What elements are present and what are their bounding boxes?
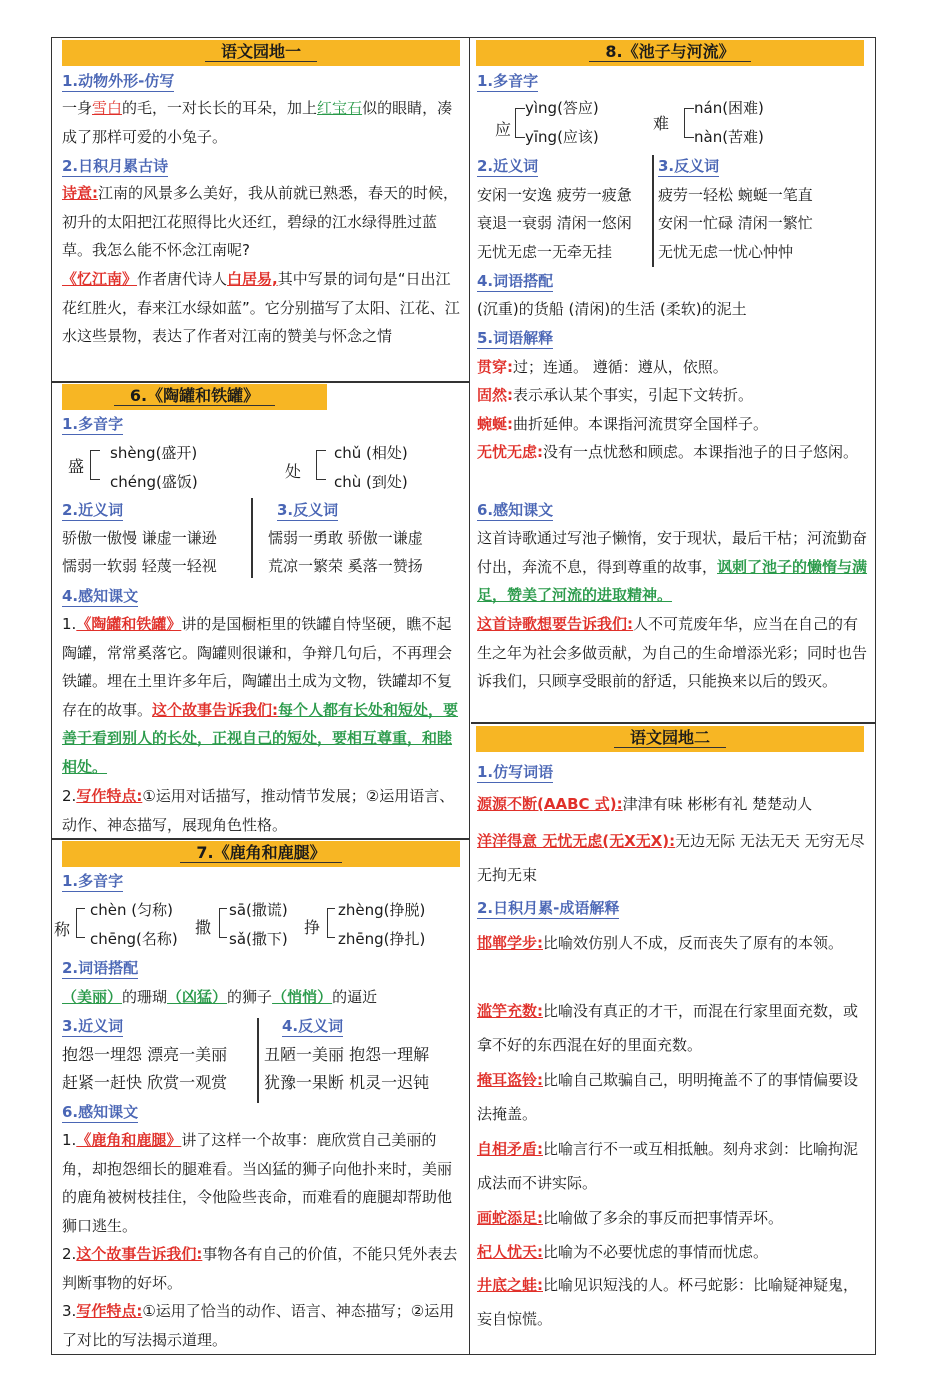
synonym-row: 抱怨一埋怨 漂亮一美丽: [62, 1045, 228, 1064]
brace: [515, 108, 525, 138]
subheading: 6.感知课文: [62, 1103, 139, 1121]
polyphone-char: 处: [285, 462, 302, 481]
right-column: [471, 38, 875, 1354]
divider: [257, 1018, 259, 1103]
reading: yīng(应该): [525, 128, 599, 146]
reading: chǔ (相处): [334, 444, 408, 462]
reading: shèng(盛开): [110, 444, 198, 462]
collocation-row: （美丽）的珊瑚（凶猛）的狮子（悄悄）的逼近: [62, 988, 378, 1006]
divider: [52, 838, 470, 840]
antonym-row: 荒凉一繁荣 奚落一赞扬: [268, 557, 423, 575]
paragraph-story: 这首诗歌通过写池子懒惰，安于现状，最后干枯；河流勤奋付出，奔流不息，得到尊重的故事，讽刺了池子的懒惰与满足，赞美了河流的进取精神。: [477, 529, 868, 604]
brace: [90, 450, 100, 480]
section-banner-yuwen-1: 语文园地一: [62, 40, 460, 66]
subheading: 1.多音字: [62, 415, 124, 433]
reading: chēng(名称): [90, 930, 178, 948]
subheading: 2.词语搭配: [62, 959, 139, 977]
reading: chéng(盛饭): [110, 473, 198, 491]
idiom-row: 掩耳盗铃:比喻自己欺骗自己，明明掩盖不了的事情偏要设法掩盖。: [477, 1071, 859, 1123]
subheading: 3.反义词: [277, 501, 339, 519]
collocation-row: (沉重)的货船 (清闲)的生活 (柔软)的泥土: [477, 300, 747, 318]
polyphone-char: 盛: [68, 457, 85, 476]
synonym-row: 无忧无虑一无牵无挂: [477, 243, 613, 261]
section-banner-lesson-7: 7.《鹿角和鹿腿》: [62, 841, 460, 867]
paragraph-lesson: 2.这个故事告诉我们:事物各有自己的价值，不能只凭外表去判断事物的好坏。: [62, 1245, 458, 1292]
divider: [251, 498, 253, 578]
polyphone-char: 称: [54, 920, 71, 939]
subheading: 1.多音字: [62, 872, 124, 890]
reading: chù (到处): [334, 473, 408, 491]
polyphone-char: 撒: [195, 918, 212, 937]
reading: sā(撒谎): [229, 901, 288, 919]
antonym-row: 安闲一忙碌 清闲一繁忙: [658, 214, 813, 232]
subheading: 2.近义词: [477, 157, 539, 175]
reading: sǎ(撒下): [229, 930, 288, 948]
antonym-row: 疲劳一轻松 蜿蜒一笔直: [658, 186, 813, 204]
reading: zhēng(挣扎): [338, 930, 426, 948]
divider: [471, 722, 875, 724]
subheading: 2.近义词: [62, 501, 124, 519]
polyphone-char: 难: [653, 114, 670, 133]
study-sheet: [51, 37, 876, 1355]
definition-row: 蜿蜒:曲折延伸。本课指河流贯穿全国样子。: [477, 415, 769, 433]
idiom-row: 自相矛盾:比喻言行不一或互相抵触。刻舟求剑：比喻拘泥成法而不讲实际。: [477, 1140, 859, 1192]
imitation-row: 源源不断(AABC 式):津津有味 彬彬有礼 楚楚动人: [477, 795, 813, 813]
subheading: 1.动物外形-仿写: [62, 72, 175, 90]
paragraph-poem-note: 《忆江南》作者唐代诗人白居易,其中写景的词句是“日出江花红胜火，春来江水绿如蓝”。它分别描写了太阳、江花、江水这些景物，表达了作者对江南的赞美与怀念之情: [62, 270, 460, 345]
subheading: 6.感知课文: [477, 501, 554, 519]
subheading: 4.词语搭配: [477, 272, 554, 290]
reading: chèn (匀称): [90, 901, 173, 919]
synonym-row: 赶紧一赶快 欣赏一观赏: [62, 1073, 228, 1092]
antonym-row: 无忧无虑一忧心忡忡: [658, 243, 794, 261]
synonym-row: 懦弱一软弱 轻蔑一轻视: [62, 557, 217, 575]
left-column: [52, 38, 470, 1354]
paragraph-writing: 2.写作特点:①运用对话描写，推动情节发展；②运用语言、动作、神态描写，展现角色性格。: [62, 787, 455, 834]
antonym-row: 丑陋一美丽 抱怨一理解: [264, 1045, 430, 1064]
section-banner-lesson-6: 6.《陶罐和铁罐》: [62, 384, 327, 410]
polyphone-char: 应: [495, 120, 512, 139]
brace: [219, 908, 227, 938]
subheading: 4.感知课文: [62, 587, 139, 605]
idiom-row: 滥竽充数:比喻没有真正的才干，而混在行家里面充数，或拿不好的东西混在好的里面充数。: [477, 1002, 859, 1054]
antonym-row: 犹豫一果断 机灵一迟钝: [264, 1073, 430, 1092]
divider: [652, 155, 654, 267]
divider: [52, 381, 470, 383]
definition-row: 贯穿:过；连通。 遵循：遵从，依照。: [477, 358, 728, 376]
synonym-row: 衰退一衰弱 清闲一悠闲: [477, 214, 632, 232]
idiom-row: 画蛇添足:比喻做了多余的事反而把事情弄坏。: [477, 1209, 784, 1227]
subheading: 1.仿写词语: [477, 763, 554, 781]
reading: zhèng(挣脱): [338, 901, 426, 919]
subheading: 2.日积月累-成语解释: [477, 899, 620, 917]
subheading: 5.词语解释: [477, 329, 554, 347]
brace: [76, 908, 85, 938]
idiom-row: 邯郸学步:比喻效仿别人不成，反而丧失了原有的本领。: [477, 934, 844, 952]
paragraph-poem-meaning: 诗意:江南的风景多么美好，我从前就已熟悉，春天的时候，初升的太阳把江花照得比火还红，碧绿的江水绿得胜过蓝草。我怎么能不怀念江南呢?: [62, 184, 459, 259]
subheading: 3.反义词: [658, 157, 720, 175]
subheading: 3.近义词: [62, 1017, 124, 1035]
paragraph-writing: 3.写作特点:①运用了恰当的动作、语言、神态描写；②运用了对比的写法揭示道理。: [62, 1302, 455, 1349]
reading: nàn(苦难): [694, 128, 764, 146]
reading: nán(困难): [694, 99, 764, 117]
idiom-row: 杞人忧天:比喻为不必要忧虑的事情而忧虑。: [477, 1243, 769, 1261]
polyphone-char: 挣: [304, 918, 321, 937]
brace: [327, 908, 335, 938]
antonym-row: 懦弱一勇敢 骄傲一谦虚: [268, 529, 423, 547]
synonym-row: 骄傲一傲慢 谦虚一谦逊: [62, 529, 217, 547]
paragraph-story: 1.《鹿角和鹿腿》讲了这样一个故事：鹿欣赏自己美丽的角，却抱怨细长的腿难看。当凶猛的狮子向他扑来时，美丽的鹿角被树枝挂住，令他险些丧命，而难看的鹿腿却帮助他狮口逃生。: [62, 1131, 453, 1235]
brace: [684, 108, 694, 138]
imitation-row: 洋洋得意 无忧无虑(无X无X):无边无际 无法无天 无穷无尽 无拘无束: [477, 832, 865, 884]
subheading: 1.多音字: [477, 72, 539, 90]
subheading: 2.日积月累古诗: [62, 157, 169, 175]
paragraph-lesson: 这首诗歌想要告诉我们:人不可荒废年华，应当在自己的有生之年为社会多做贡献，为自己的生命增添光彩；同时也告诉我们，只顾享受眼前的舒适，只能换来以后的毁灭。: [477, 615, 868, 690]
section-banner-lesson-8: 8.《池子与河流》: [476, 40, 864, 66]
subheading: 4.反义词: [282, 1017, 344, 1035]
definition-row: 固然:表示承认某个事实，引起下文转折。: [477, 386, 754, 404]
section-banner-yuwen-2: 语文园地二: [476, 726, 864, 752]
definition-row: 无忧无虑:没有一点忧愁和顾虑。本课指池子的日子悠闲。: [477, 443, 859, 461]
idiom-row: 井底之蛙:比喻见识短浅的人。杯弓蛇影：比喻疑神疑鬼，妄自惊慌。: [477, 1276, 859, 1328]
paragraph-imitation: 一身雪白的毛，一对长长的耳朵，加上红宝石似的眼睛，凑成了那样可爱的小兔子。: [62, 99, 453, 146]
reading: yìng(答应): [525, 99, 599, 117]
synonym-row: 安闲一安逸 疲劳一疲惫: [477, 186, 632, 204]
brace: [316, 450, 326, 480]
paragraph-story: 1.《陶罐和铁罐》讲的是国橱柜里的铁罐自恃坚硬，瞧不起陶罐，常常奚落它。陶罐则很谦和，争辩几句后，不再理会铁罐。埋在土里许多年后，陶罐出土成为文物，铁罐却不复存在的故事。这个故事告诉我们:每个人都有长处和短处，要善于看到别人的长处，正视自己的短处，要相互尊重，和睦相处。: [62, 615, 459, 776]
